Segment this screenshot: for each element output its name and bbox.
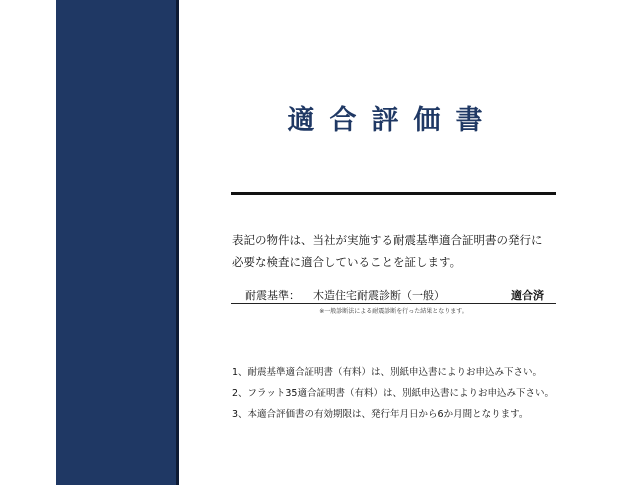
side-band-edge: [176, 0, 179, 485]
notes-list: [232, 362, 562, 425]
document-title: 適合評価書: [287, 105, 498, 136]
footnote: ※一般診断法による耐震診断を行った結果となります。: [319, 308, 468, 315]
seismic-standard-row: [231, 285, 556, 304]
note-item-1: 1、耐震基準適合証明書（有料）は、別紙申込書によりお申込み下さい。: [232, 367, 543, 378]
statement-line-1: 表記の物件は、当社が実施する耐震基準適合証明書の発行に: [232, 233, 543, 247]
certification-statement: [232, 229, 562, 273]
standard-method: 木造住宅耐震診断（一般）: [313, 289, 445, 302]
title-divider: [231, 192, 556, 195]
note-item-3: 3、本適合評価書の有効期限は、発行年月日から6か月間となります。: [232, 409, 529, 420]
statement-line-2: 必要な検査に適合していることを証します。: [232, 255, 462, 269]
note-item-2: 2、フラット35適合証明書（有料）は、別紙申込書によりお申込み下さい。: [232, 388, 554, 399]
side-band: [56, 0, 176, 485]
standard-result: 適合済: [511, 289, 544, 302]
standard-label: 耐震基準：: [245, 289, 300, 302]
